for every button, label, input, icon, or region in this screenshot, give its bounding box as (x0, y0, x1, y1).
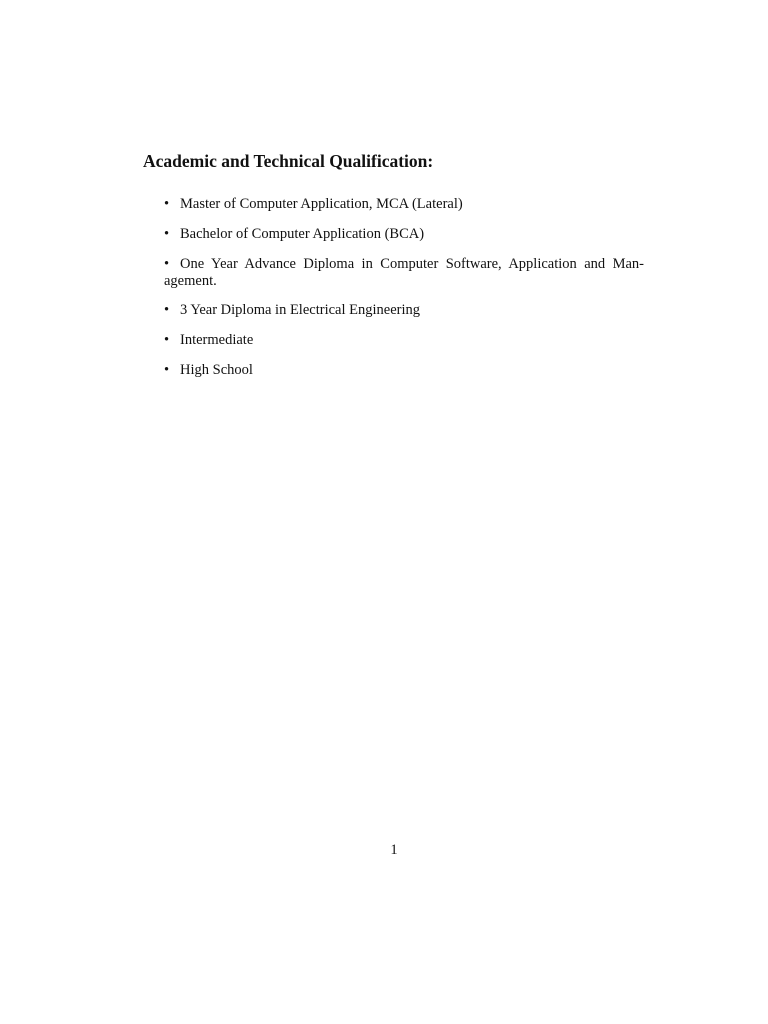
list-item-text: Intermediate (180, 332, 254, 348)
bullet-icon: • (164, 196, 170, 212)
list-item-text: High School (180, 362, 253, 378)
list-item-text: 3 Year Diploma in Electrical Engineering (180, 302, 420, 318)
list-item-text: Bachelor of Computer Application (BCA) (180, 226, 425, 242)
section-heading: Academic and Technical Qualification: (143, 151, 434, 171)
bullet-icon: • (164, 332, 170, 348)
bullet-icon: • (164, 302, 170, 318)
page-number: 1 (390, 842, 398, 858)
list-item-line: One Year Advance Diploma in Computer Software, Application and Man- (180, 256, 644, 272)
bullet-icon: • (164, 362, 170, 378)
bullet-icon: • (164, 226, 170, 242)
list-item-text: Master of Computer Application, MCA (Lateral) (180, 196, 463, 212)
list-item-text (164, 256, 646, 290)
bullet-icon: • (164, 256, 170, 272)
list-item-line: agement. (164, 273, 217, 289)
